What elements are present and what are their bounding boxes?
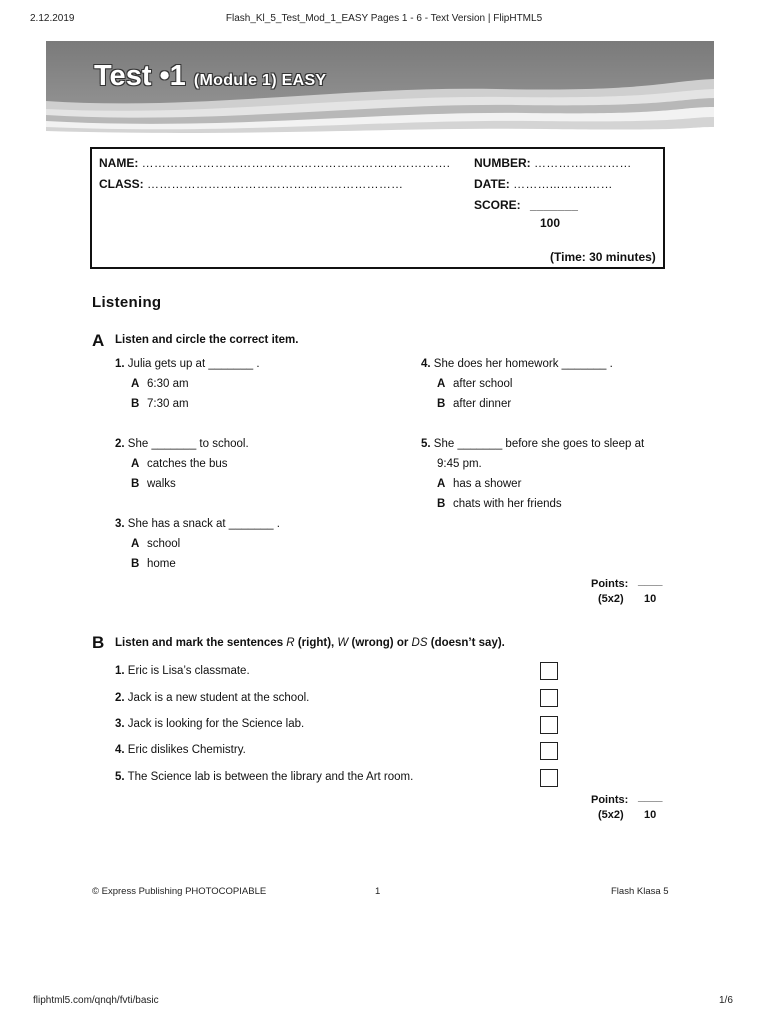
section-a-instruction: Listen and circle the correct item. [115, 334, 299, 346]
score-blank: _______ [530, 198, 579, 212]
statement-1-answer-box[interactable] [540, 662, 558, 680]
section-b-points-blank[interactable]: ____ [638, 791, 663, 803]
question-3: 3. She has a snack at _______ . [115, 518, 280, 530]
statement-2-answer-box[interactable] [540, 689, 558, 707]
print-page-count: 1/6 [719, 995, 733, 1006]
q2-option-b[interactable]: B walks [131, 478, 176, 490]
copyright-footer: © Express Publishing PHOTOCOPIABLE [92, 886, 267, 897]
section-a-points-total: 10 [644, 593, 657, 605]
section-b-points-total: 10 [644, 809, 657, 821]
page-number: 1 [375, 886, 381, 897]
statement-1: 1. Eric is Lisa’s classmate. [115, 665, 250, 677]
print-title: Flash_Kl_5_Test_Mod_1_EASY Pages 1 - 6 - Text Version | FlipHTML5 [225, 13, 543, 24]
score-label: SCORE: [474, 198, 521, 212]
statement-5-answer-box[interactable] [540, 769, 558, 787]
q2-option-a[interactable]: A catches the bus [131, 458, 228, 470]
section-b-letter: B [92, 633, 105, 652]
class-dots: ……………………………………………………… [147, 177, 404, 191]
question-1: 1. Julia gets up at _______ . [115, 358, 260, 370]
name-label: NAME: [99, 156, 139, 170]
q4-option-a[interactable]: A after school [437, 378, 513, 390]
class-field[interactable] [99, 177, 403, 191]
q4-option-b[interactable]: B after dinner [437, 398, 512, 410]
question-5-cont: 9:45 pm. [437, 458, 482, 470]
section-b-instruction: Listen and mark the sentences R (right), W (wrong) or DS (doesn’t say). [115, 637, 505, 649]
statement-4-answer-box[interactable] [540, 742, 558, 760]
number-dots: …………………… [534, 156, 632, 170]
date-dots: ………...…….…… [513, 177, 613, 191]
class-label: CLASS: [99, 177, 144, 191]
name-dots: …………………………………………………………………. [141, 156, 451, 170]
q5-option-a[interactable]: A has a shower [437, 478, 522, 490]
section-a-letter: A [92, 331, 105, 350]
time-limit: (Time: 30 minutes) [550, 250, 656, 264]
number-field[interactable] [474, 156, 632, 170]
question-5: 5. She _______ before she goes to sleep at [421, 438, 645, 450]
date-field[interactable] [474, 177, 613, 191]
statement-2: 2. Jack is a new student at the school. [115, 692, 310, 704]
q1-option-a[interactable]: A 6:30 am [131, 378, 189, 390]
test-title-main: Test •1 [94, 60, 186, 92]
section-a-points-calc: (5x2) [598, 593, 624, 605]
score-total: 100 [540, 216, 561, 230]
print-date: 2.12.2019 [30, 13, 75, 24]
section-b-points-calc: (5x2) [598, 809, 624, 821]
section-a-points-blank[interactable]: ____ [638, 575, 663, 587]
section-a-points-label: Points: [591, 578, 629, 590]
statement-3: 3. Jack is looking for the Science lab. [115, 718, 305, 730]
q3-option-a[interactable]: A school [131, 538, 181, 550]
date-label: DATE: [474, 177, 510, 191]
section-b-points-label: Points: [591, 794, 629, 806]
q3-option-b[interactable]: B home [131, 558, 176, 570]
listening-heading: Listening [92, 294, 162, 311]
statement-5: 5. The Science lab is between the library and the Art room. [115, 771, 414, 783]
test-title [94, 60, 326, 93]
number-label: NUMBER: [474, 156, 531, 170]
test-title-sub: (Module 1) EASY [193, 72, 327, 89]
print-url: fliphtml5.com/qnqh/fvti/basic [33, 995, 159, 1006]
name-field[interactable] [99, 156, 450, 170]
statement-4: 4. Eric dislikes Chemistry. [115, 744, 246, 756]
score-field[interactable] [474, 198, 578, 212]
book-title-footer: Flash Klasa 5 [611, 886, 669, 897]
q1-option-b[interactable]: B 7:30 am [131, 398, 189, 410]
q5-option-b[interactable]: B chats with her friends [437, 498, 562, 510]
statement-3-answer-box[interactable] [540, 716, 558, 734]
question-2: 2. She _______ to school. [115, 438, 249, 450]
question-4: 4. She does her homework _______ . [421, 358, 613, 370]
